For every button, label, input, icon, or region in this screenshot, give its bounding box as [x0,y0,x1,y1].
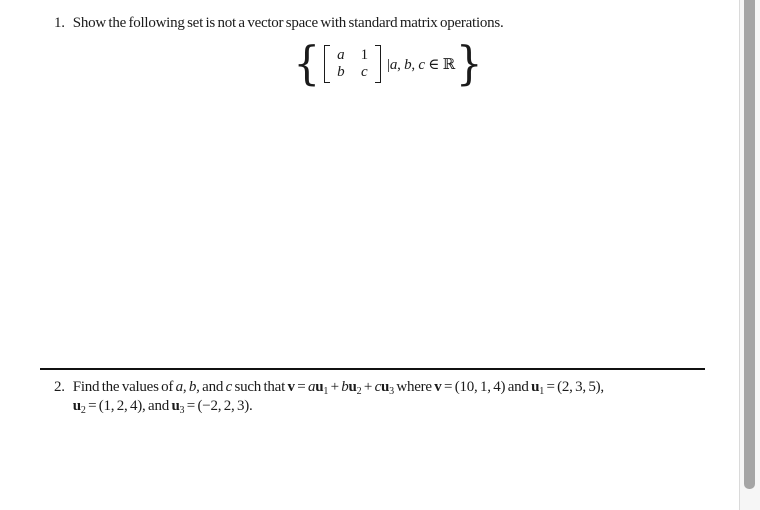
problem-1-text: Show the following set is not a vector space with standard matrix operations. [72,15,504,31]
problem-2-line-1: Find the values of a, b, and c such that $v = au_1 + bu_2 + cu_3$ where v = (10, 1, 4) and $u_1 = (2$, 3, 5), [72,379,604,397]
problem-2-number: 2. [54,379,65,395]
problem-2-line-2: $u_2 = (1$, 2, 4), and $u_3 = (-2$, 2, 3). [72,398,253,416]
open-brace: { [293,37,321,90]
matrix-cell-b: b [337,64,345,80]
problem-2 [54,378,604,416]
problem-1-number: 1. [54,15,65,31]
matrix-entries [330,45,375,83]
matrix [324,45,381,83]
section-divider [40,368,705,370]
matrix-bracket-right [375,45,381,83]
problem-2-text [73,378,604,416]
scrollbar-thumb[interactable] [744,0,755,489]
scrollbar-track[interactable] [740,0,760,510]
matrix-cell-c: c [361,64,368,80]
matrix-cell-1: 1 [360,47,369,63]
close-brace: } [455,37,483,90]
set-condition: |a, b, c ∈ ℝ [387,56,455,73]
problem-1 [54,14,503,33]
set-formula [36,39,740,89]
matrix-cell-a: a [337,47,345,63]
